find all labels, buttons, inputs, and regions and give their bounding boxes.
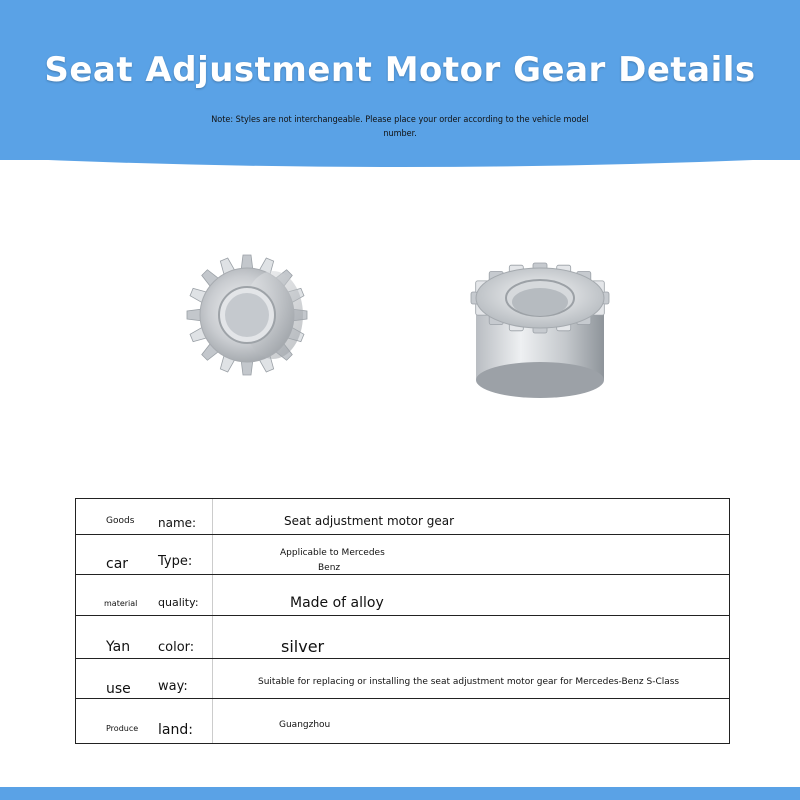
spec-value: Seat adjustment motor gear bbox=[284, 514, 455, 528]
spec-label-a: Yan bbox=[106, 639, 131, 655]
spec-row-material bbox=[76, 574, 729, 616]
spec-label-b: color: bbox=[158, 640, 195, 655]
spec-label-a: material bbox=[104, 599, 138, 608]
spec-value: Suitable for replacing or installing the seat adjustment motor gear for Mercedes-Benz S-Class bbox=[258, 677, 680, 687]
spec-label-b: quality: bbox=[158, 596, 199, 609]
spec-row-color bbox=[76, 615, 729, 659]
page-title: Seat Adjustment Motor Gear Details bbox=[44, 50, 756, 90]
header-banner bbox=[0, 0, 800, 160]
header-wave bbox=[0, 150, 800, 180]
gear-angled-icon bbox=[470, 250, 610, 400]
spec-value: silver bbox=[281, 637, 325, 656]
spec-table bbox=[75, 498, 730, 744]
spec-value-line-2: Benz bbox=[318, 563, 341, 573]
spec-label-b: way: bbox=[158, 679, 188, 694]
spec-row-origin bbox=[76, 698, 729, 743]
spec-label-b: name: bbox=[158, 516, 197, 530]
note-text bbox=[200, 113, 600, 141]
spec-value-line-1: Applicable to Mercedes bbox=[280, 548, 385, 558]
spec-row-car-type bbox=[76, 534, 729, 575]
note-line-1: Note: Styles are not interchangeable. Please place your order according to the vehicle model bbox=[211, 115, 589, 125]
gear-angled-image bbox=[470, 250, 610, 400]
spec-label-a: Goods bbox=[106, 516, 135, 526]
note-line-2: number. bbox=[383, 129, 417, 139]
spec-label-a: Produce bbox=[106, 724, 139, 733]
spec-label-b: Type: bbox=[158, 554, 193, 569]
footer-bar bbox=[0, 787, 800, 800]
spec-value: Made of alloy bbox=[290, 595, 384, 611]
spec-label-a: car bbox=[106, 556, 129, 572]
gear-front-image bbox=[185, 243, 325, 388]
spec-label-b: land: bbox=[158, 722, 193, 738]
spec-label-a: use bbox=[106, 681, 131, 697]
gear-front-icon bbox=[185, 243, 325, 388]
spec-row-use bbox=[76, 658, 729, 699]
spec-row-name bbox=[76, 499, 729, 535]
spec-value: Guangzhou bbox=[279, 720, 331, 730]
